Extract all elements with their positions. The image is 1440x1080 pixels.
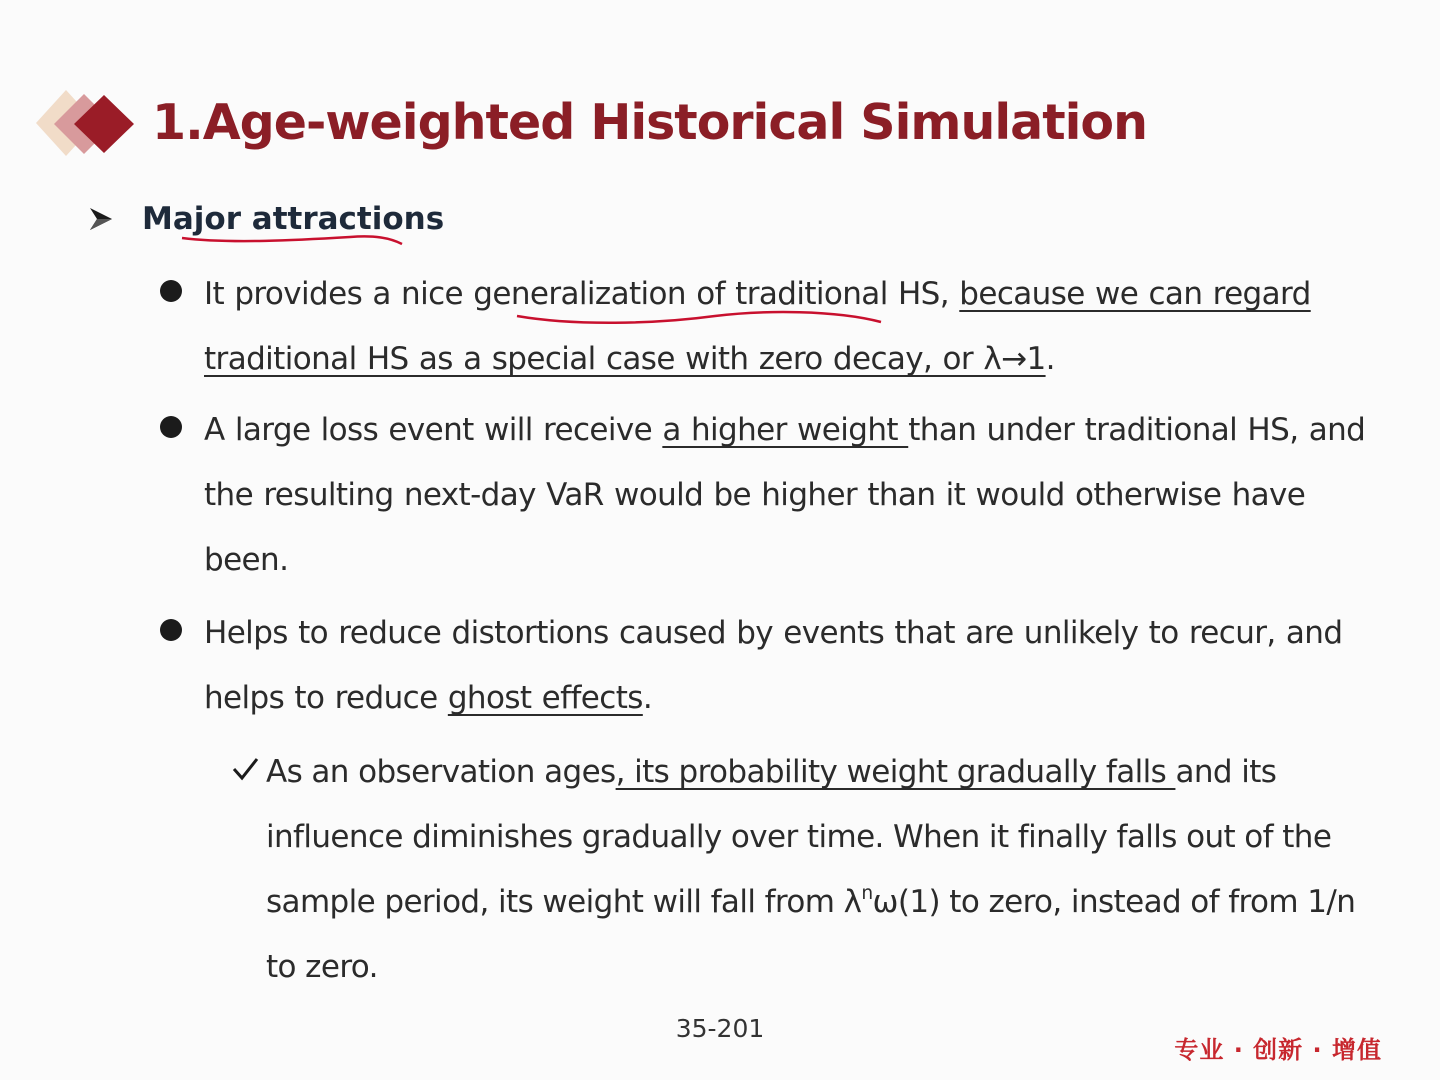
checkmark-icon: [230, 754, 260, 784]
bullet-2-segment: than under traditional HS, and the resulting next-day VaR would be higher than it would otherwise have been.: [204, 412, 1366, 578]
bullet-3-segment: ghost effects: [447, 680, 643, 716]
bullet-1-segment: because we can regard traditional HS as a special case with zero decay, or λ→1: [204, 276, 1311, 377]
sub-bullet-segment: ω(1) to zero, instead of from 1/n to zero.: [266, 884, 1356, 985]
section-label: Major attractions: [142, 201, 445, 237]
bullet-2: [160, 398, 1390, 593]
sub-bullet-segment: As an observation ages: [266, 754, 616, 790]
bullet-3: [160, 601, 1390, 731]
bullet-dot-icon: [160, 416, 182, 438]
bullet-1: [160, 262, 1390, 392]
page-number: 35-201: [675, 1014, 765, 1043]
bullet-3-segment: Helps to reduce distortions caused by events that are unlikely to recur, and helps to reduce: [204, 615, 1343, 716]
sub-bullet-text: [266, 740, 1376, 1000]
bullet-dot-icon: [160, 619, 182, 641]
bullet-1-segment: .: [1045, 341, 1055, 377]
bullet-2-text: [204, 398, 1394, 593]
bullet-dot-icon: [160, 280, 182, 302]
section-heading: [88, 197, 444, 241]
arrow-bullet-icon: [88, 206, 114, 232]
sub-bullet-segment: , its probability weight gradually falls: [615, 754, 1176, 790]
sub-bullet-segment: and its influence diminishes gradually over time. When it finally falls out of the sample period, its weight will fall from λ: [266, 754, 1332, 920]
brand-slogan: 专业 · 创新 · 增值: [1174, 1036, 1382, 1064]
bullet-3-text: [204, 601, 1394, 731]
slide-title: 1.Age-weighted Historical Simulation: [152, 94, 1147, 151]
bullet-1-text: [204, 262, 1394, 392]
diamond-logo-icon: [36, 90, 146, 160]
bullet-2-segment: a higher weight: [662, 412, 909, 448]
bullet-3-segment: .: [642, 680, 653, 716]
bullet-1-segment: HS,: [887, 276, 960, 312]
bullet-2-segment: A large loss event will receive: [204, 412, 663, 448]
sub-bullet-segment: n: [861, 882, 873, 904]
bullet-1-segment: It provides a nice: [204, 276, 474, 312]
bullet-1-segment: generalization of traditional: [473, 276, 888, 312]
